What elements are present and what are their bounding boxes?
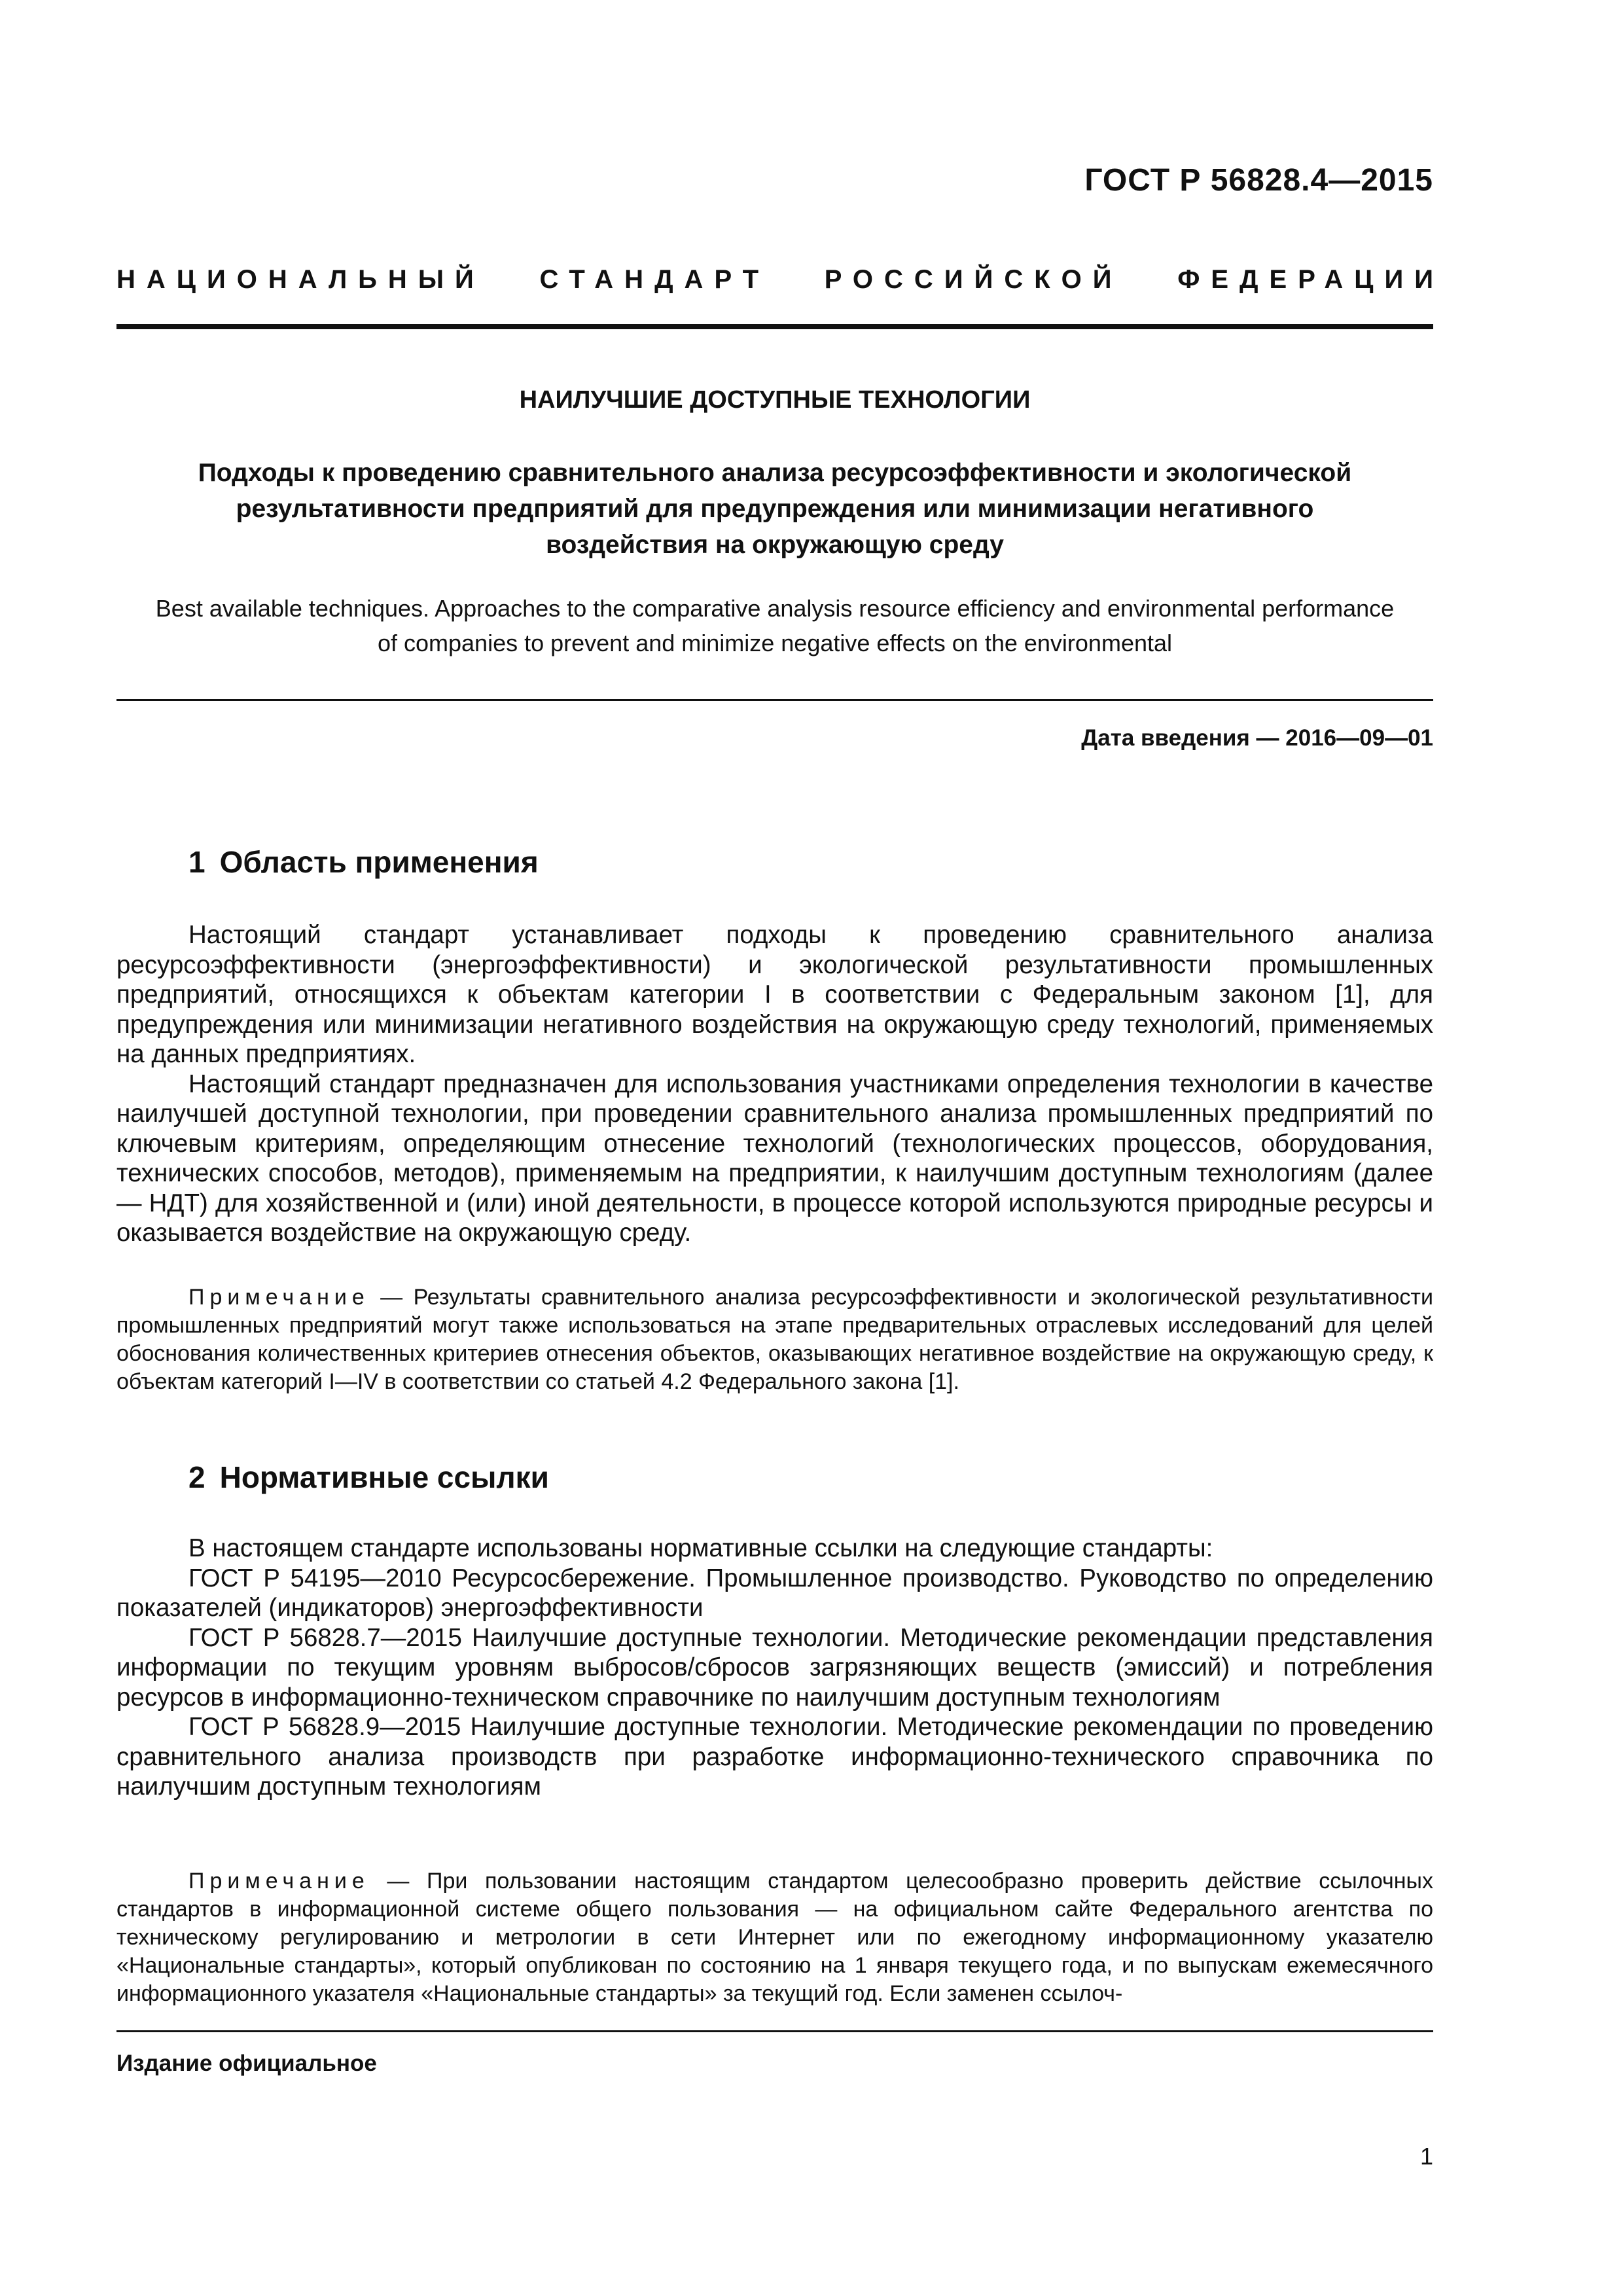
english-title-line: Best available techniques. Approaches to the comparative analysis resource efficiency and environmental performance (155, 595, 1395, 622)
page-number: 1 (1419, 2143, 1433, 2170)
banner-word: РОССИЙСКОЙ (824, 265, 1123, 294)
section-number: 2 (188, 1460, 205, 1494)
section-heading (188, 844, 539, 880)
note (116, 1283, 1433, 1396)
note-label: Примечание (188, 1869, 370, 1893)
english-title (116, 591, 1433, 660)
paragraph: В настоящем стандарте использованы нормативные ссылки на следующие стандарты: (188, 1534, 1213, 1562)
note (116, 1867, 1433, 2008)
note-paragraph (116, 1283, 1433, 1396)
reference-item: ГОСТ Р 54195—2010 Ресурсосбережение. Промышленное производство. Руководство по определению показателей (индикаторов) энергоэффективности (116, 1564, 1433, 1622)
subtitle-line: Подходы к проведению сравнительного анализа ресурсоэффективности и экологической (198, 459, 1352, 487)
note-label: Примечание (188, 1285, 370, 1310)
banner-word: СТАНДАРТ (539, 265, 770, 294)
paragraph: Настоящий стандарт предназначен для использования участниками определения технологии в качестве наилучшей доступной технологии, при проведении сравнительного анализа промышленных предприятий по ключевым критериям, определяющим отнесение технологий (технологических процессов, оборудования, технических способов, методов), применяемым на предприятии, к наилучшим доступным технологиям (далее — НДТ) для хозяйственной и (или) иной деятельности, в процессе которой используются природные ресурсы и оказывается воздействие на окружающую среду. (116, 1069, 1433, 1247)
footer-divider (116, 2030, 1433, 2032)
official-edition-label: Издание официальное (116, 2051, 377, 2076)
section-title: Область применения (219, 845, 539, 879)
subtitle-line: воздействия на окружающую среду (546, 531, 1004, 559)
section-number: 1 (188, 845, 205, 879)
note-text: — При пользовании настоящим стандартом целесообразно проверить действие ссылочных стандартов в информационной системе общего пользования — на официальном сайте Федерального агентства по техническому регулированию и метрологии в сети Интернет или по ежегодному информационному указателю «Национальные стандарты», который опубликован по состоянию на 1 января текущего года, и по выпускам ежемесячного информационного указателя «Национальные стандарты» за текущий год. Если заменен ссылоч- (116, 1869, 1433, 2006)
section-heading (188, 1460, 549, 1495)
note-paragraph (116, 1867, 1433, 2008)
reference-item: ГОСТ Р 56828.7—2015 Наилучшие доступные технологии. Методические рекомендации представления информации по текущим уровням выбросов/сбросов загрязняющих веществ (эмиссий) и потребления ресурсов в информационно-техническом справочнике по наилучшим доступным технологиям (116, 1623, 1433, 1712)
document-title: НАИЛУЧШИЕ ДОСТУПНЫЕ ТЕХНОЛОГИИ (519, 386, 1031, 414)
banner-word: ФЕДЕРАЦИИ (1177, 265, 1444, 294)
gost-code: ГОСТ Р 56828.4—2015 (1084, 163, 1433, 198)
section-title: Нормативные ссылки (219, 1460, 549, 1494)
subtitle-line: результативности предприятий для предупреждения или минимизации негативного (236, 495, 1314, 523)
paragraph: Настоящий стандарт устанавливает подходы к проведению сравнительного анализа ресурсоэффективности (энергоэффективности) и экологической результативности промышленных предприятий, относящихся к объектам категории I в соответствии с Федеральным законом [1], для предупреждения или минимизации негативного воздействия на окружающую среду технологий, применяемых на данных предприятиях. (116, 921, 1433, 1068)
section-body (116, 920, 1433, 1248)
title-divider (116, 699, 1433, 701)
introduction-date: Дата введения — 2016—09—01 (1081, 725, 1433, 751)
document-page (116, 0, 1444, 2296)
document-subtitle (156, 455, 1394, 563)
english-title-line: of companies to prevent and minimize negative effects on the environmental (377, 630, 1173, 656)
note-text: — Результаты сравнительного анализа ресурсоэффективности и экологической результативности промышленных предприятий могут также использоваться на этапе предварительных отраслевых исследований для целей обоснования количественных критериев отнесения объектов, оказывающих негативное воздействие на окружающую среду, к объектам категорий I—IV в соответствии со статьей 4.2 Федерального закона [1]. (116, 1285, 1433, 1394)
header-divider (116, 324, 1433, 329)
reference-item: ГОСТ Р 56828.9—2015 Наилучшие доступные технологии. Методические рекомендации по проведению сравнительного анализа производств при разработке информационно-технического справочника по наилучшим доступным технологиям (116, 1713, 1433, 1801)
section-body (116, 1534, 1433, 1802)
national-standard-banner (116, 265, 1444, 295)
banner-word: НАЦИОНАЛЬНЫЙ (116, 265, 485, 294)
